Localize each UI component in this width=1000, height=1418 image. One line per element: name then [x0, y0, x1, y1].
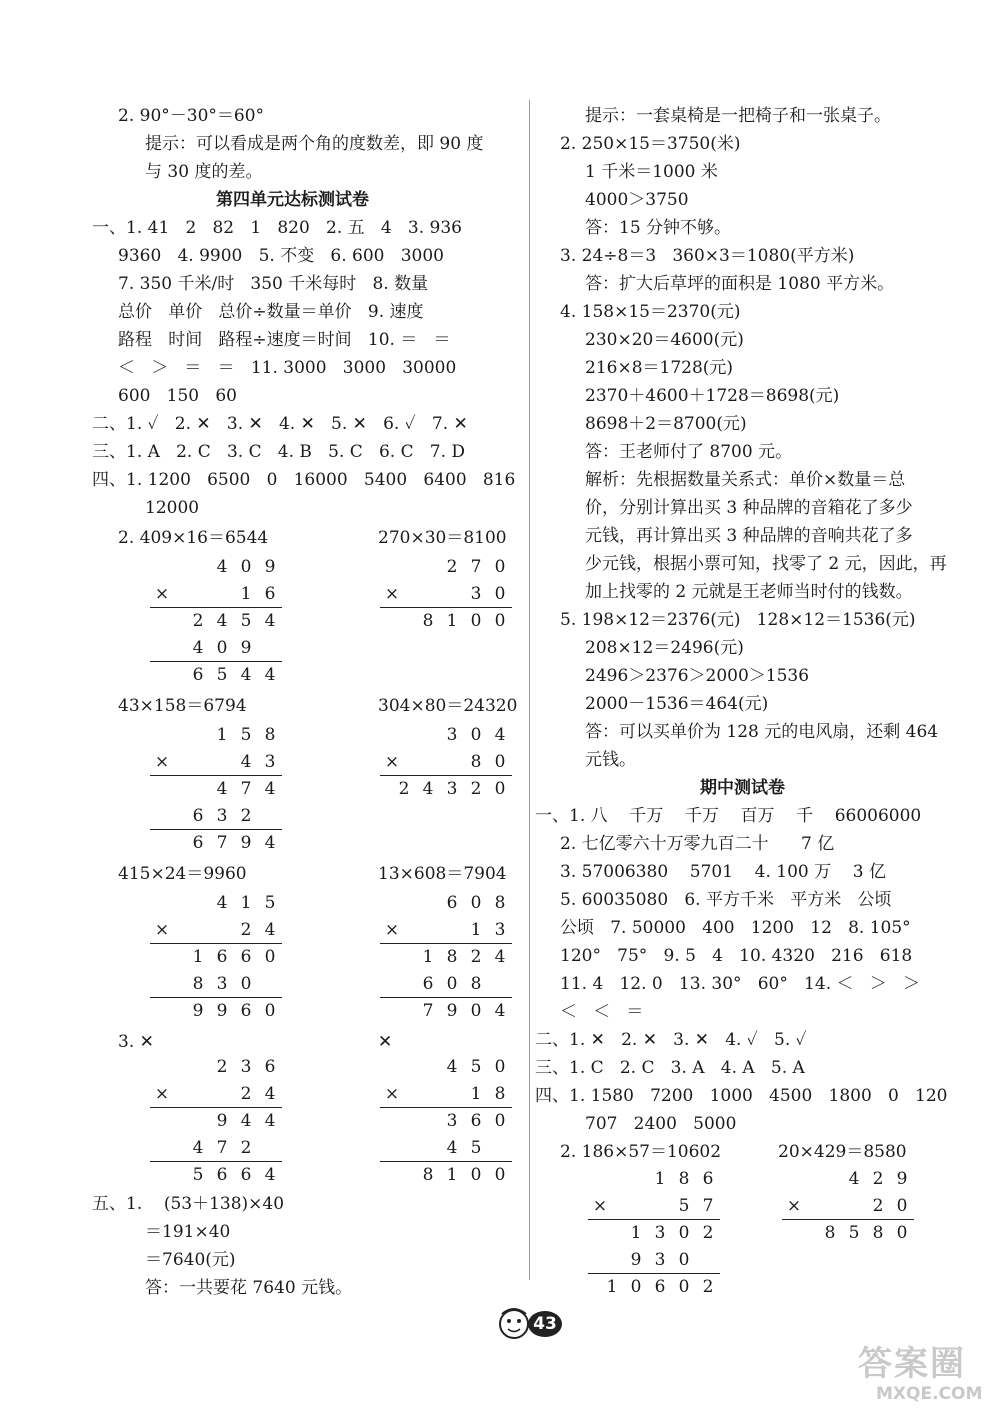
times-sign: ×: [786, 1196, 802, 1216]
calc-digit: 0: [216, 638, 228, 658]
calc-digit: 4: [240, 752, 252, 772]
calc-digit: 2: [446, 557, 458, 577]
calc-digit: 6: [192, 806, 204, 826]
calc-digit: 0: [678, 1277, 690, 1297]
calc-digit: 1: [216, 725, 228, 745]
calc-digit: 0: [678, 1223, 690, 1243]
calc-digit: 8: [264, 725, 276, 745]
calc-digit: 4: [216, 893, 228, 913]
calc-digit: 9: [446, 1001, 458, 1021]
column-divider: [529, 100, 530, 1280]
calc-digit: 0: [494, 557, 506, 577]
answer-line: 216×8＝1728(元): [585, 358, 734, 378]
calc-row: [380, 971, 512, 997]
answer-line: 四、1. 1580 7200 1000 4500 1800 0 120: [535, 1086, 948, 1106]
calc-digit: 2: [470, 947, 482, 967]
calc-row: [150, 1054, 282, 1080]
calc-digit: 7: [702, 1196, 714, 1216]
answer-line: 120° 75° 9. 5 4 10. 4320 216 618: [560, 946, 913, 966]
calc-digit: 4: [264, 920, 276, 940]
calc-row: [588, 1220, 720, 1246]
calc-digit: 7: [470, 557, 482, 577]
calc-digit: 2: [240, 920, 252, 940]
calc-digit: 4: [494, 947, 506, 967]
calc-digit: 0: [494, 779, 506, 799]
calc-row: [380, 1081, 512, 1107]
calc-row: [380, 776, 512, 802]
calc-row: [150, 998, 282, 1024]
times-sign: ×: [384, 920, 400, 940]
calc-digit: 0: [470, 1001, 482, 1021]
analysis-line: 价，分别计算出买 3 种品牌的音箱花了多少: [585, 498, 913, 518]
calc-digit: 1: [470, 920, 482, 940]
calc-digit: 4: [264, 779, 276, 799]
answer-line: 3. 57006380 5701 4. 100 万 3 亿: [560, 862, 886, 882]
times-sign: ×: [154, 920, 170, 940]
calc-digit: 4: [494, 1001, 506, 1021]
calc-row: [150, 1135, 282, 1161]
calc-digit: 8: [824, 1223, 836, 1243]
calc-digit: 6: [446, 893, 458, 913]
calc-digit: 0: [470, 1165, 482, 1185]
calc-row: [380, 722, 512, 748]
calc-row: [380, 608, 512, 634]
calc-row: [782, 1193, 914, 1219]
calc-row: [150, 635, 282, 661]
calc-digit: 8: [494, 893, 506, 913]
calc-row: [380, 749, 512, 775]
calc-digit: 4: [848, 1169, 860, 1189]
calc-digit: 0: [896, 1223, 908, 1243]
times-sign: ×: [592, 1196, 608, 1216]
calc-digit: 3: [654, 1223, 666, 1243]
calc-digit: 3: [446, 779, 458, 799]
calc-digit: 6: [192, 833, 204, 853]
calc-digit: 6: [264, 584, 276, 604]
equation: 2. 186×57＝10602: [560, 1142, 722, 1162]
calc-row: [380, 554, 512, 580]
calc-digit: 7: [216, 833, 228, 853]
calc-digit: 3: [446, 1111, 458, 1131]
calc-row: [150, 917, 282, 943]
analysis-line: 加上找零的 2 元就是王老师当时付的钱数。: [585, 582, 913, 602]
answer-line: 208×12＝2496(元): [585, 638, 744, 658]
answer-line: ＝191×40: [145, 1222, 231, 1242]
calc-digit: 1: [446, 611, 458, 631]
calc-digit: 6: [470, 1111, 482, 1131]
calc-row: [150, 1162, 282, 1188]
calc-digit: 6: [216, 947, 228, 967]
calc-row: [150, 803, 282, 829]
answer-line: 2496＞2376＞2000＞1536: [585, 666, 810, 686]
calc-digit: 4: [192, 638, 204, 658]
answer-line: 二、1. ✓ 2. ✕ 3. ✕ 4. ✕ 5. ✕ 6. ✓ 7. ✕: [92, 414, 468, 434]
calc-digit: 8: [446, 947, 458, 967]
calc-digit: 9: [216, 1001, 228, 1021]
calc-digit: 1: [192, 947, 204, 967]
section-title: 第四单元达标测试卷: [216, 190, 369, 210]
calc-digit: 9: [264, 557, 276, 577]
answer-line: ✕: [378, 1032, 393, 1052]
answer-line: 3. ✕: [118, 1032, 154, 1052]
answer-line: 二、1. ✕ 2. ✕ 3. ✕ 4. ✓ 5. ✓: [535, 1030, 807, 1050]
calc-digit: 8: [192, 974, 204, 994]
answer-line: 公顷 7. 50000 400 1200 12 8. 105°: [560, 918, 911, 938]
answer-line: 4000＞3750: [585, 190, 689, 210]
calc-row: [150, 1108, 282, 1134]
calc-digit: 0: [470, 725, 482, 745]
times-sign: ×: [154, 584, 170, 604]
calc-digit: 8: [422, 611, 434, 631]
calc-digit: 0: [240, 974, 252, 994]
calc-row: [150, 944, 282, 970]
calc-digit: 0: [264, 947, 276, 967]
calc-digit: 3: [654, 1250, 666, 1270]
calc-digit: 2: [240, 1084, 252, 1104]
calc-digit: 4: [422, 779, 434, 799]
answer-line: 11. 4 12. 0 13. 30° 60° 14. ＜ ＞ ＞: [560, 974, 920, 994]
calc-digit: 4: [216, 557, 228, 577]
answer-line: 四、1. 1200 6500 0 16000 5400 6400 816: [92, 470, 516, 490]
calc-digit: 4: [264, 833, 276, 853]
calc-digit: 2: [872, 1169, 884, 1189]
answer-line: 三、1. C 2. C 3. A 4. A 5. A: [535, 1058, 805, 1078]
calc-digit: 2: [702, 1277, 714, 1297]
calc-digit: 1: [630, 1223, 642, 1243]
calc-digit: 5: [240, 611, 252, 631]
calc-digit: 2: [702, 1223, 714, 1243]
calc-row: [150, 776, 282, 802]
calc-digit: 2: [216, 1057, 228, 1077]
calc-digit: 4: [264, 1084, 276, 1104]
calc-digit: 5: [192, 1165, 204, 1185]
calc-digit: 8: [678, 1169, 690, 1189]
calc-digit: 0: [240, 557, 252, 577]
calc-digit: 4: [264, 1111, 276, 1131]
analysis-line: 解析：先根据数量关系式：单价×数量＝总: [585, 470, 906, 490]
analysis-line: 元钱，再计算出买 3 种品牌的音响共花了多: [585, 526, 913, 546]
calc-row: [150, 722, 282, 748]
answer-line: 9360 4. 9900 5. 不变 6. 600 3000: [118, 246, 444, 266]
calc-digit: 2: [192, 611, 204, 631]
calc-digit: 9: [216, 1111, 228, 1131]
calc-digit: 6: [654, 1277, 666, 1297]
calc-digit: 0: [678, 1250, 690, 1270]
calc-digit: 4: [192, 1138, 204, 1158]
answer-line: 3. 24÷8＝3 360×3＝1080(平方米): [560, 246, 855, 266]
calc-row: [380, 581, 512, 607]
calc-digit: 2: [240, 1138, 252, 1158]
calc-digit: 1: [606, 1277, 618, 1297]
calc-digit: 4: [264, 665, 276, 685]
calc-digit: 1: [470, 1084, 482, 1104]
equation: 415×24＝9960: [118, 864, 247, 884]
answer-line: 一、1. 41 2 82 1 820 2. 五 4 3. 936: [92, 218, 462, 238]
calc-digit: 8: [470, 752, 482, 772]
calc-digit: 3: [264, 752, 276, 772]
answer-line: 4. 158×15＝2370(元): [560, 302, 741, 322]
answer-line: 2. 七亿零六十万零九百二十 7 亿: [560, 834, 835, 854]
calc-digit: 5: [470, 1057, 482, 1077]
answer-line: 5. 60035080 6. 平方千米 平方米 公顷: [560, 890, 892, 910]
calc-digit: 7: [216, 1138, 228, 1158]
equation: 43×158＝6794: [118, 696, 247, 716]
times-sign: ×: [154, 1084, 170, 1104]
answer-line: 2. 250×15＝3750(米): [560, 134, 741, 154]
calc-row: [380, 1135, 512, 1161]
calc-digit: 6: [192, 665, 204, 685]
calc-digit: 3: [216, 974, 228, 994]
answer-line: 2000－1536＝464(元): [585, 694, 769, 714]
calc-digit: 8: [422, 1165, 434, 1185]
page-number: 43: [533, 1314, 557, 1334]
calc-row: [588, 1166, 720, 1192]
calc-digit: 7: [240, 779, 252, 799]
calc-digit: 6: [702, 1169, 714, 1189]
calc-digit: 8: [872, 1223, 884, 1243]
calc-digit: 0: [494, 1111, 506, 1131]
calc-digit: 0: [494, 1057, 506, 1077]
watermark: [850, 1328, 1000, 1418]
calc-digit: 4: [446, 1138, 458, 1158]
times-sign: ×: [384, 1084, 400, 1104]
calc-row: [380, 890, 512, 916]
calc-digit: 0: [264, 1001, 276, 1021]
calc-row: [380, 1108, 512, 1134]
answer-line: 答：一共要花 7640 元钱。: [145, 1278, 353, 1298]
equation: 270×30＝8100: [378, 528, 507, 548]
calc-digit: 0: [896, 1196, 908, 1216]
analysis-line: 少元钱，根据小票可知，找零了 2 元，因此，再: [585, 554, 947, 574]
calc-digit: 6: [240, 1165, 252, 1185]
calc-digit: 9: [240, 638, 252, 658]
answer-line: 7. 350 千米/时 350 千米每时 8. 数量: [118, 274, 429, 294]
answer-line: 707 2400 5000: [585, 1114, 737, 1134]
answer-line: 一、1. 八 千万 千万 百万 千 66006000: [535, 806, 922, 826]
page-number-badge: [496, 1304, 568, 1344]
calc-digit: 9: [240, 833, 252, 853]
calc-digit: 5: [470, 1138, 482, 1158]
answer-line: 8698＋2＝8700(元): [585, 414, 747, 434]
calc-digit: 5: [264, 893, 276, 913]
calc-digit: 4: [494, 725, 506, 745]
answer-line: ＝7640(元): [145, 1250, 236, 1270]
calc-digit: 6: [240, 947, 252, 967]
calc-digit: 0: [470, 893, 482, 913]
calc-row: [150, 1081, 282, 1107]
calc-digit: 0: [630, 1277, 642, 1297]
hint-line: 与 30 度的差。: [145, 162, 263, 182]
calc-digit: 3: [240, 1057, 252, 1077]
calc-digit: 6: [264, 1057, 276, 1077]
answer-line: 230×20＝4600(元): [585, 330, 744, 350]
answer-line: 路程 时间 路程÷速度＝时间 10. ＝ ＝: [118, 330, 451, 350]
calc-digit: 5: [240, 725, 252, 745]
times-sign: ×: [384, 752, 400, 772]
equation: 20×429＝8580: [778, 1142, 907, 1162]
calc-row: [150, 662, 282, 688]
answer-line: 总价 单价 总价÷数量＝单价 9. 速度: [118, 302, 424, 322]
calc-digit: 1: [422, 947, 434, 967]
answer-line: 600 150 60: [118, 386, 237, 406]
calc-digit: 4: [216, 779, 228, 799]
answer-line: 12000: [145, 498, 200, 518]
calc-digit: 0: [494, 752, 506, 772]
calc-digit: 0: [494, 1165, 506, 1185]
answer-line: 答：可以买单价为 128 元的电风扇，还剩 464: [585, 722, 939, 742]
calc-digit: 6: [240, 1001, 252, 1021]
answer-line: 答：15 分钟不够。: [585, 218, 732, 238]
calc-digit: 5: [678, 1196, 690, 1216]
calc-digit: 2: [398, 779, 410, 799]
calc-row: [380, 917, 512, 943]
calc-digit: 4: [216, 611, 228, 631]
answer-line: ＜ ＞ ＝ ＝ 11. 3000 3000 30000: [118, 358, 457, 378]
times-sign: ×: [154, 752, 170, 772]
answer-line: 答：王老师付了 8700 元。: [585, 442, 793, 462]
calc-digit: 1: [240, 584, 252, 604]
calc-row: [380, 998, 512, 1024]
calc-row: [150, 749, 282, 775]
calc-row: [150, 971, 282, 997]
equation: 2. 409×16＝6544: [118, 528, 269, 548]
calc-row: [782, 1166, 914, 1192]
calc-digit: 4: [446, 1057, 458, 1077]
hint-line: 提示：可以看成是两个角的度数差，即 90 度: [145, 134, 484, 154]
calc-digit: 3: [446, 725, 458, 745]
calc-row: [380, 1054, 512, 1080]
watermark-text: 答案圈: [858, 1344, 966, 1384]
calc-digit: 9: [630, 1250, 642, 1270]
calc-row: [150, 608, 282, 634]
calc-digit: 0: [470, 611, 482, 631]
calc-digit: 4: [264, 611, 276, 631]
answer-line: 5. 198×12＝2376(元) 128×12＝1536(元): [560, 610, 916, 630]
calc-digit: 0: [494, 584, 506, 604]
answer-line: ＜ ＜ ＝: [560, 1002, 644, 1022]
calc-row: [150, 581, 282, 607]
answer-line: 1 千米＝1000 米: [585, 162, 718, 182]
calc-row: [782, 1220, 914, 1246]
answer-line: 答：扩大后草坪的面积是 1080 平方米。: [585, 274, 895, 294]
calc-digit: 1: [240, 893, 252, 913]
calc-digit: 1: [446, 1165, 458, 1185]
calc-digit: 3: [494, 920, 506, 940]
equation: 13×608＝7904: [378, 864, 507, 884]
calc-digit: 2: [240, 806, 252, 826]
calc-digit: 4: [240, 1111, 252, 1131]
calc-digit: 6: [422, 974, 434, 994]
calc-row: [588, 1247, 720, 1273]
calc-digit: 4: [264, 1165, 276, 1185]
answer-line: 2370＋4600＋1728＝8698(元): [585, 386, 840, 406]
equation: 304×80＝24320: [378, 696, 518, 716]
calc-row: [380, 1162, 512, 1188]
calc-digit: 4: [240, 665, 252, 685]
hint-line: 提示：一套桌椅是一把椅子和一张桌子。: [585, 106, 891, 126]
calc-row: [588, 1274, 720, 1300]
calc-digit: 7: [422, 1001, 434, 1021]
calc-digit: 5: [216, 665, 228, 685]
answer-line: 三、1. A 2. C 3. C 4. B 5. C 6. C 7. D: [92, 442, 466, 462]
calc-digit: 0: [494, 611, 506, 631]
calc-digit: 2: [872, 1196, 884, 1216]
calc-digit: 3: [470, 584, 482, 604]
answer-line: 2. 90°－30°＝60°: [118, 106, 265, 126]
calc-row: [150, 554, 282, 580]
calc-digit: 8: [470, 974, 482, 994]
calc-digit: 2: [470, 779, 482, 799]
calc-row: [150, 830, 282, 856]
answer-line: 元钱。: [585, 750, 636, 770]
calc-digit: 0: [446, 974, 458, 994]
watermark-url: MXQE.COM: [876, 1384, 983, 1404]
times-sign: ×: [384, 584, 400, 604]
calc-digit: 3: [216, 806, 228, 826]
calc-row: [380, 944, 512, 970]
answer-line: 五、1. (53＋138)×40: [92, 1194, 285, 1214]
calc-digit: 9: [192, 1001, 204, 1021]
calc-digit: 8: [494, 1084, 506, 1104]
calc-row: [588, 1193, 720, 1219]
calc-digit: 6: [216, 1165, 228, 1185]
calc-digit: 9: [896, 1169, 908, 1189]
section-title: 期中测试卷: [700, 778, 785, 798]
calc-digit: 1: [654, 1169, 666, 1189]
calc-digit: 5: [848, 1223, 860, 1243]
calc-row: [150, 890, 282, 916]
